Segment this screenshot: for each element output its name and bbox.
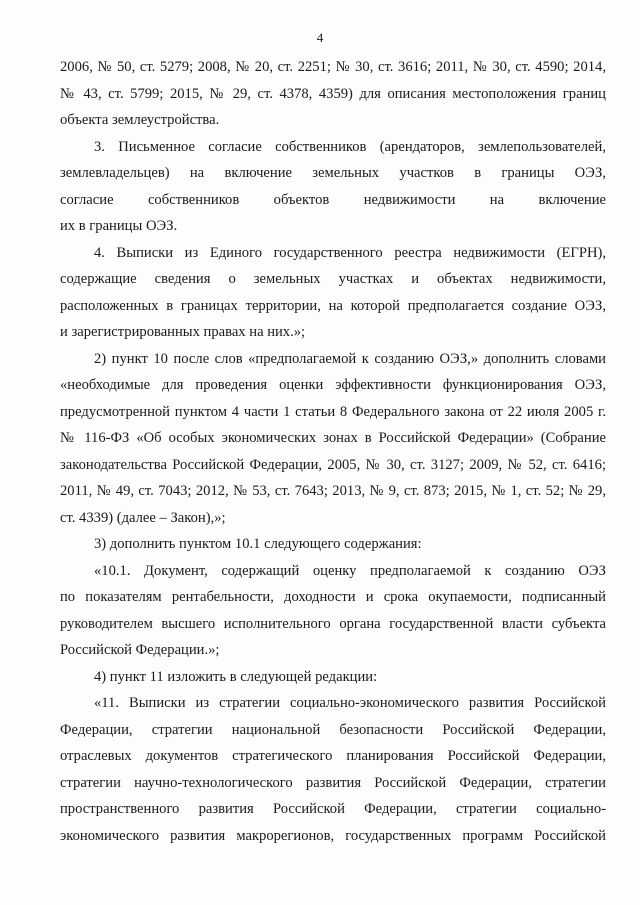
text-line: Федерации, стратегии национальной безопасности Российской Федерации, — [60, 721, 606, 738]
document-body — [60, 54, 606, 849]
paragraph — [60, 664, 606, 691]
paragraph — [60, 531, 606, 558]
text-line: 2) пункт 10 после слов «предполагаемой к созданию ОЭЗ,» дополнить словами — [94, 350, 606, 367]
text-line: их в границы ОЭЗ. — [60, 218, 178, 234]
text-line: «необходимые для проведения оценки эффективности функционирования ОЭЗ, — [60, 377, 606, 393]
text-line: «11. Выписки из стратегии социально-экономического развития Российской — [94, 695, 606, 711]
text-line: предусмотренной пунктом 4 части 1 статьи 8 Федерального закона от 22 июля 2005 г. — [60, 403, 606, 420]
paragraph — [60, 240, 606, 346]
text-line: землевладельцев) на включение земельных участков в границы ОЭЗ, — [60, 165, 606, 181]
page-number: 4 — [316, 30, 324, 45]
text-line: 3. Письменное согласие собственников (арендаторов, землепользователей, — [94, 138, 606, 155]
text-line: 4. Выписки из Единого государственного реестра недвижимости (ЕГРН), — [94, 244, 606, 261]
text-line: расположенных в границах территории, на которой предполагается создание ОЭЗ, — [60, 297, 606, 314]
text-line: 2006, № 50, ст. 5279; 2008, № 20, ст. 2251; № 30, ст. 3616; 2011, № 30, ст. 4590; 2014, — [60, 59, 606, 75]
text-line: содержащие сведения о земельных участках и объектах недвижимости, — [60, 271, 606, 287]
text-line: стратегии научно-технологического развития Российской Федерации, стратегии — [60, 774, 606, 791]
text-line: пространственного развития Российской Федерации, стратегии социально- — [60, 801, 606, 817]
paragraph — [60, 558, 606, 664]
text-line: согласие собственников объектов недвижимости на включение — [60, 191, 606, 208]
text-line: отраслевых документов стратегического планирования Российской Федерации, — [60, 748, 606, 764]
text-line: руководителем высшего исполнительного органа государственной власти субъекта — [60, 615, 606, 632]
text-line: законодательства Российской Федерации, 2005, № 30, ст. 3127; 2009, № 52, ст. 6416; — [60, 456, 606, 473]
text-line: 2011, № 49, ст. 7043; 2012, № 53, ст. 7643; 2013, № 9, ст. 873; 2015, № 1, ст. 52; № 29, — [60, 483, 606, 499]
text-line: Российской Федерации.»; — [60, 642, 220, 658]
text-line: 4) пункт 11 изложить в следующей редакции: — [94, 668, 378, 685]
text-line: ст. 4339) (далее – Закон),»; — [60, 509, 226, 526]
paragraph — [60, 54, 606, 134]
text-line: и зарегистрированных правах на них.»; — [60, 324, 306, 340]
text-line: объекта землеустройства. — [60, 112, 220, 128]
text-line: по показателям рентабельности, доходности и срока окупаемости, подписанный — [60, 589, 606, 605]
paragraph — [60, 134, 606, 240]
text-line: № 43, ст. 5799; 2015, № 29, ст. 4378, 4359) для описания местоположения границ — [60, 85, 606, 102]
text-line: 3) дополнить пунктом 10.1 следующего содержания: — [94, 536, 422, 552]
paragraph — [60, 346, 606, 532]
text-line: экономического развития макрорегионов, государственных программ Российской — [60, 827, 606, 844]
paragraph — [60, 690, 606, 849]
text-line: № 116-ФЗ «Об особых экономических зонах в Российской Федерации» (Собрание — [60, 430, 606, 446]
text-line: «10.1. Документ, содержащий оценку предполагаемой к созданию ОЭЗ — [94, 562, 606, 579]
